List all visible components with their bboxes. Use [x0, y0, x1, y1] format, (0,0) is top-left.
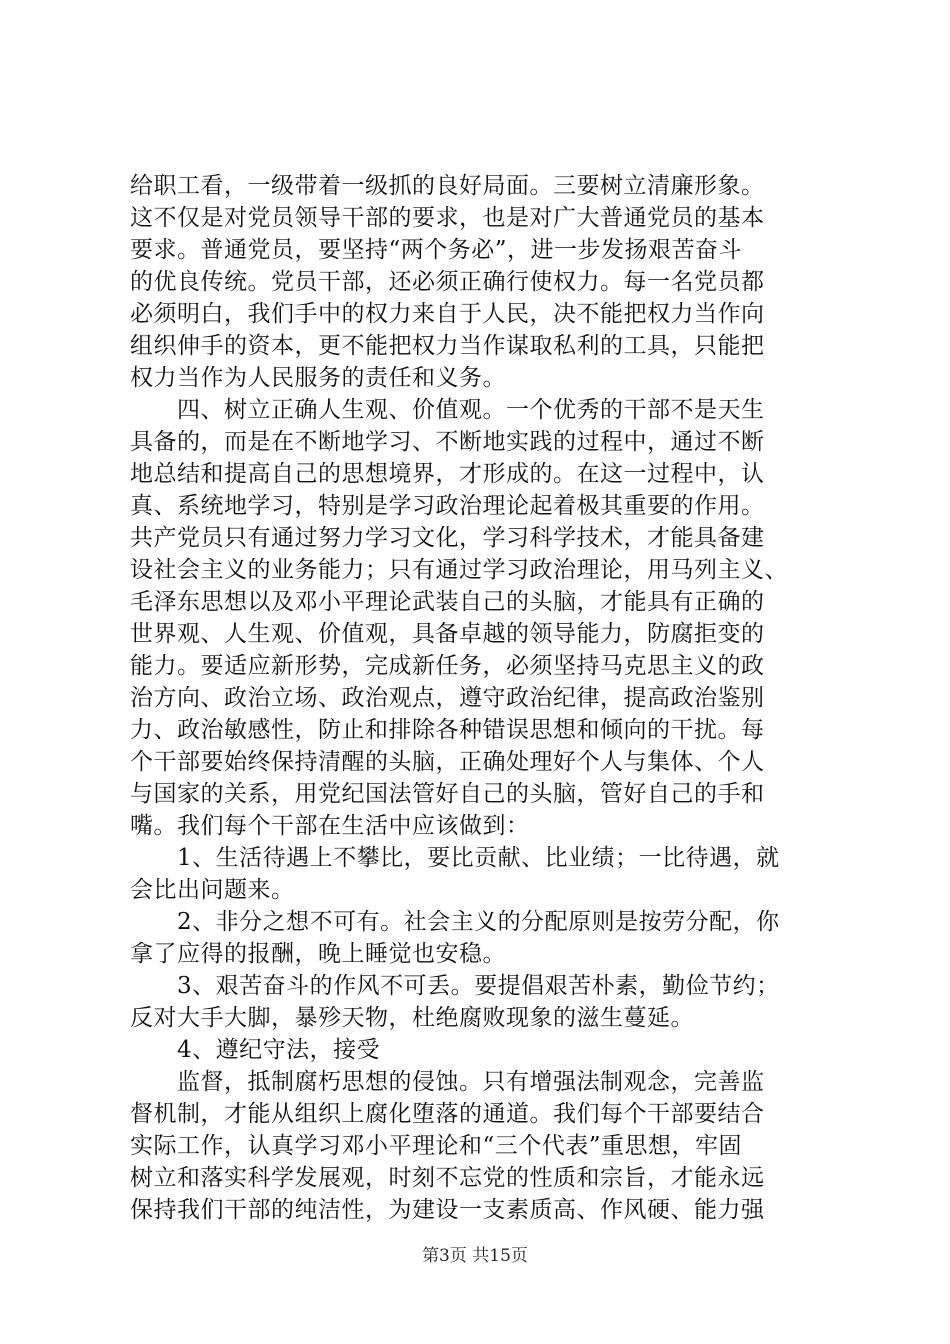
text-line: 必须明白，我们手中的权力来自于人民，决不能把权力当作向: [130, 301, 765, 327]
text-line: 2、非分之想不可有。社会主义的分配原则是按劳分配，你: [130, 909, 780, 935]
text-line: 树立和落实科学发展观，时刻不忘党的性质和宗旨，才能永远: [130, 1165, 765, 1191]
text-line: 具备的，而是在不断地学习、不断地实践的过程中，通过不断: [130, 429, 765, 455]
text-line: 给职工看，一级带着一级抓的良好局面。三要树立清廉形象。: [130, 173, 765, 199]
text-line: 实际工作，认真学习邓小平理论和“三个代表”重思想，牢固: [130, 1133, 743, 1159]
text-line: 嘴。我们每个干部在生活中应该做到：: [130, 813, 530, 839]
text-line: 治方向、政治立场、政治观点，遵守政治纪律，提高政治鉴别: [130, 685, 765, 711]
text-line: 力、政治敏感性，防止和排除各种错误思想和倾向的干扰。每: [130, 717, 765, 743]
page-number-footer: 第3页 共15页: [422, 1246, 528, 1266]
text-line: 反对大手大脚，暴殄天物，杜绝腐败现象的滋生蔓延。: [130, 1005, 694, 1031]
text-line: 1、生活待遇上不攀比，要比贡献、比业绩；一比待遇，就: [130, 845, 780, 871]
body-text: [130, 170, 830, 1226]
text-line: 地总结和提高自己的思想境界，才形成的。在这一过程中，认: [130, 461, 765, 487]
text-line: 拿了应得的报酬，晚上睡觉也安稳。: [130, 941, 506, 967]
text-line: 监督，抵制腐朽思想的侵蚀。只有增强法制观念，完善监: [130, 1069, 765, 1095]
text-line: 权力当作为人民服务的责任和义务。: [130, 365, 506, 391]
text-line: 真、系统地学习，特别是学习政治理论起着极其重要的作用。: [130, 493, 765, 519]
text-line: 设社会主义的业务能力；只有通过学习政治理论，用马列主义、: [130, 557, 788, 583]
text-line: 督机制，才能从组织上腐化堕落的通道。我们每个干部要结合: [130, 1101, 765, 1127]
text-line: 个干部要始终保持清醒的头脑，正确处理好个人与集体、个人: [130, 749, 765, 775]
text-line: 共产党员只有通过努力学习文化，学习科学技术，才能具备建: [130, 525, 765, 551]
text-line: 能力。要适应新形势，完成新任务，必须坚持马克思主义的政: [130, 653, 765, 679]
text-line: 组织伸手的资本，更不能把权力当作谋取私利的工具，只能把: [130, 333, 765, 359]
text-line: 会比出问题来。: [130, 877, 295, 903]
text-line: 要求。普通党员，要坚持“两个务必”，进一步发扬艰苦奋斗: [130, 237, 743, 263]
text-line: 的优良传统。党员干部，还必须正确行使权力。每一名党员都: [130, 269, 765, 295]
text-line: 世界观、人生观、价值观，具备卓越的领导能力，防腐拒变的: [130, 621, 765, 647]
text-line: 与国家的关系，用党纪国法管好自己的头脑，管好自己的手和: [130, 781, 765, 807]
text-line: 4、遵纪守法，接受: [130, 1037, 381, 1063]
text-line: 四、树立正确人生观、价值观。一个优秀的干部不是天生: [130, 397, 765, 423]
text-line: 这不仅是对党员领导干部的要求，也是对广大普通党员的基本: [130, 205, 765, 231]
text-line: 3、艰苦奋斗的作风不可丢。要提倡艰苦朴素，勤俭节约；: [130, 973, 780, 999]
text-line: 毛泽东思想以及邓小平理论武装自己的头脑，才能具有正确的: [130, 589, 765, 615]
text-line: 保持我们干部的纯洁性，为建设一支素质高、作风硬、能力强: [130, 1197, 765, 1223]
